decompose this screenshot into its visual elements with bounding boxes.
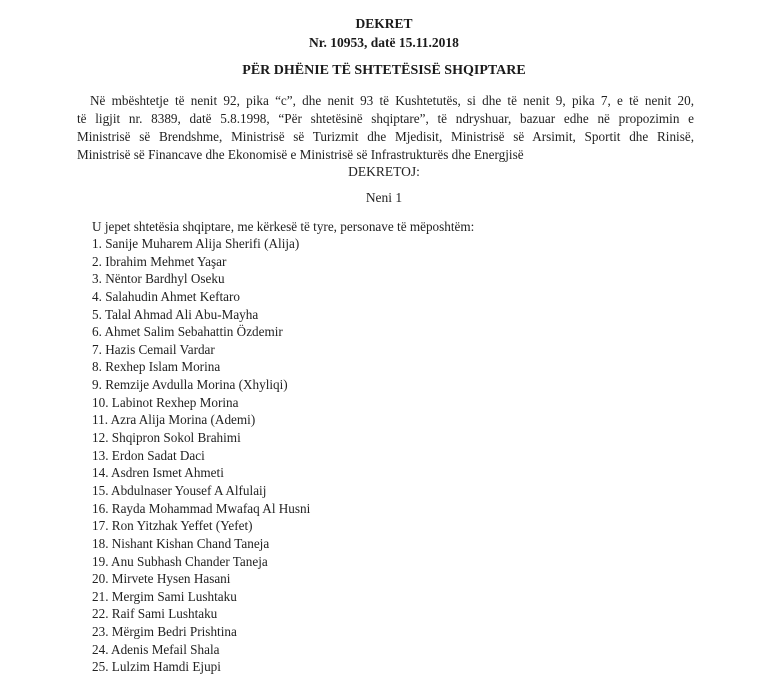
preamble-line: të ligjit nr. 8389, datë 5.8.1998, “Për shtetësinë shqiptare”, të ndryshuar, bazuar edhe në propozimin e [77,111,694,126]
preamble-line: Në mbështetje të nenit 92, pika “c”, dhe nenit 93 të Kushtetutës, si dhe të nenit 9, pika 7, e të nenit 20, [90,93,694,108]
list-item: 1. Sanije Muharem Alija Sherifi (Alija) [92,236,300,251]
list-item: 9. Remzije Avdulla Morina (Xhyliqi) [92,377,288,393]
list-item: 7. Hazis Cemail Vardar [92,341,215,357]
list-item: 24. Adenis Mefail Shala [92,641,220,657]
decree-subject: PËR DHËNIE TË SHTETËSISË SHQIPTARE [242,63,526,78]
document-title: DEKRET [355,16,413,31]
list-item: 25. Lulzim Hamdi Ejupi [92,659,221,675]
list-item: 11. Azra Alija Morina (Ademi) [92,412,256,428]
list-item: 14. Asdren Ismet Ahmeti [92,465,224,481]
list-item: 13. Erdon Sadat Daci [92,447,205,463]
list-item: 21. Mergim Sami Lushtaku [92,588,237,604]
decree-number: Nr. 10953, datë 15.11.2018 [309,35,459,50]
preamble-line: Ministrisë së Brendshme, Ministrisë së Turizmit dhe Mjedisit, Ministrisë së Arsimit, Sportit dhe Rinisë, [77,129,694,144]
list-item: 18. Nishant Kishan Chand Taneja [92,535,270,551]
preamble-paragraph [77,92,694,164]
list-item: 12. Shqipron Sokol Brahimi [92,430,241,446]
list-item: 8. Rexhep Islam Morina [92,359,221,375]
decree-word: DEKRETOJ: [348,164,420,179]
list-item: 10. Labinot Rexhep Morina [92,394,239,410]
article-heading: Neni 1 [365,190,403,205]
list-item: 23. Mërgim Bedri Prishtina [92,624,237,640]
list-item: 17. Ron Yitzhak Yeffet (Yefet) [92,518,253,534]
names-list [92,235,310,676]
list-item: 3. Nëntor Bardhyl Oseku [92,271,225,287]
article-intro: U jepet shtetësia shqiptare, me kërkesë të tyre, personave të mëposhtëm: [92,219,475,234]
list-item: 20. Mirvete Hysen Hasani [92,571,231,587]
list-item: 6. Ahmet Salim Sebahattin Özdemir [92,324,283,340]
list-item: 5. Talal Ahmad Ali Abu-Mayha [92,306,259,322]
list-item: 4. Salahudin Ahmet Keftaro [92,288,240,304]
list-item: 15. Abdulnaser Yousef A Alfulaij [92,482,267,498]
preamble-line: Ministrisë së Financave dhe Ekonomisë e Ministrisë së Infrastrukturës dhe Energjisë [77,147,524,162]
list-item: 22. Raif Sami Lushtaku [92,606,218,622]
list-item: 16. Rayda Mohammad Mwafaq Al Husni [92,500,311,516]
list-item: 19. Anu Subhash Chander Taneja [92,553,268,569]
list-item: 2. Ibrahim Mehmet Yaşar [92,253,227,269]
